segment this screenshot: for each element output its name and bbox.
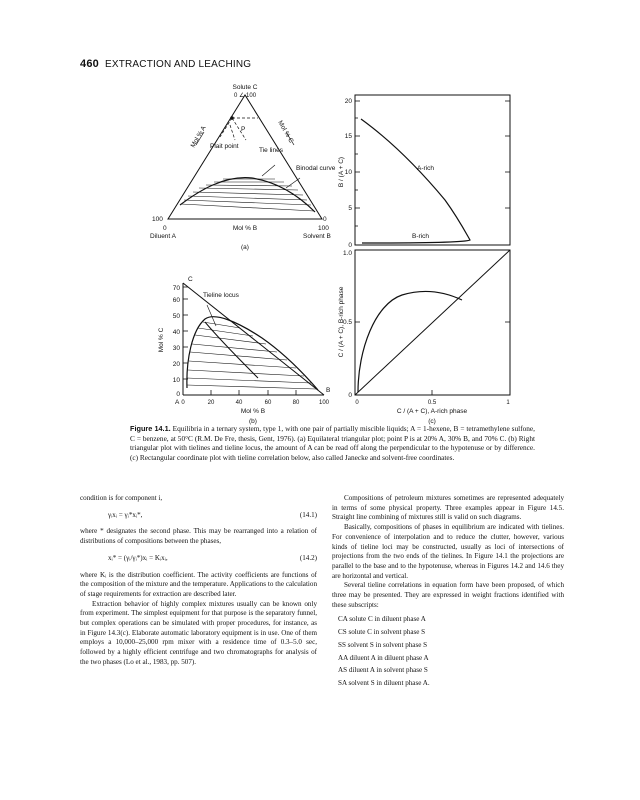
subscript-list	[332, 614, 564, 689]
fig-b-ylabel: Mol % C	[158, 327, 165, 353]
fig-b-ytick-10: 10	[172, 377, 180, 384]
subscript-item: SS solvent S in solvent phase S	[338, 640, 428, 649]
equation-14-1-body: γᵢxᵢ = γᵢ*xᵢ*,	[108, 510, 143, 519]
fig-b-ytick-60: 60	[172, 297, 180, 304]
fig-a-bottom-axis: Mol % B	[232, 225, 258, 232]
point-p-construction	[220, 118, 258, 140]
right-para-2: Basically, compositions of phases in equilibrium are indicated with tielines. For convenience of interpolation and to reduce the clutter, however, various kinds of tieline loci may be constructed, usually as loci of intersections of projections from the two ends of the tielines. In Figure 14.1 the projections are parallel to the base and to the hypotenuse, whereas in Figures 14.2 and 14.6 they are horizontal and vertical.	[332, 523, 564, 580]
right-para-3: Several tieline correlations in equation form have been proposed, of which three may be presented. They are expressed in weight fractions identified with these subscripts:	[332, 581, 564, 609]
fig-c-bottom-xtick-0: 0	[355, 400, 359, 406]
fig-c-bottom-xtick-05: 0.5	[427, 400, 437, 406]
fig-a-plait-point: Plait point	[210, 143, 239, 150]
fig-c-bottom-ytick-0: 0	[348, 392, 352, 399]
fig-c-a-rich: A-rich	[417, 165, 434, 172]
fig-b-ytick-70: 70	[172, 285, 180, 292]
fig-a-right-100: 100	[318, 225, 329, 232]
fig-c-top-ytick-10: 10	[344, 169, 352, 176]
fig-c-bottom-ytick-05: 0.5	[342, 319, 352, 326]
fig-c-b-rich: B-rich	[412, 233, 429, 240]
tieline-correlation-curve	[358, 291, 462, 392]
fig-a-solvent: Solvent B	[303, 233, 331, 240]
fig-b-xtick-20: 20	[207, 400, 215, 406]
left-column	[80, 494, 317, 668]
figure-b-right-triangle	[183, 283, 324, 395]
figure-c-bottom-plot	[355, 250, 510, 395]
figure-c-top-ticks	[355, 101, 510, 226]
fig-c-bottom-ytick-1: 1.0	[342, 250, 352, 257]
running-title: EXTRACTION AND LEACHING	[104, 59, 252, 70]
janecke-curve	[361, 119, 470, 243]
fig-c-bottom-xlabel: C / (A + C), A-rich phase	[396, 408, 468, 415]
page-number: 460	[80, 58, 99, 70]
tie-lines	[181, 179, 314, 211]
fig-c-top-ytick-20: 20	[344, 98, 352, 105]
equation-14-2-body: xᵢ* = (γᵢ/γᵢ*)xᵢ = Kᵢxᵢ,	[108, 553, 168, 562]
caption-text: Equilibria in a ternary system, type 1, with one pair of partially miscible liquids; A = 1-hexene, B = tetramethylene sulfone, C = benzene, at 50°C (R.M. De Fre, thesis, Gent, 1976). (a) Equilateral triangular plot; point P is at 20% A, 30% B, and 70% C. (b) Right triangular plot with tielines and tieline locus, the amount of A can be read off along the perpendicular to the hypotenuse or by difference. (c) Rectangular coordinate plot with tieline correlation below, also called Janecke and solvent-free coordinates.	[130, 424, 535, 462]
left-para-1: condition is for component i,	[80, 494, 163, 502]
tie-lines-b	[187, 322, 316, 389]
subscript-item: AS diluent A in solvent phase S	[338, 666, 428, 675]
subscript-item: AA diluent A in diluent phase A	[338, 653, 429, 662]
fig-b-panel: (b)	[249, 418, 257, 425]
fig-c-bottom-xtick-1: 1	[506, 400, 510, 406]
fig-a-left-100: 100	[152, 216, 163, 223]
equation-14-1	[80, 511, 317, 521]
fig-b-ytick-30: 30	[172, 345, 180, 352]
fig-a-left-0: 0	[163, 225, 167, 232]
subscript-item: CS solute C in solvent phase S	[338, 628, 426, 637]
fig-c-top-ytick-0: 0	[348, 242, 352, 249]
equation-14-2	[80, 554, 317, 564]
fig-a-point-p: P	[241, 126, 246, 133]
fig-b-ytick-0: 0	[176, 391, 180, 398]
left-para-2: where * designates the second phase. This may be rearranged into a relation of distributions of compositions between the phases,	[80, 527, 317, 546]
fig-c-top-ytick-5: 5	[348, 205, 352, 212]
fig-b-ytick-20: 20	[172, 361, 180, 368]
fig-b-xtick-80: 80	[292, 400, 300, 406]
fig-b-tieline-locus: Tieline locus	[203, 292, 239, 299]
fig-c-bottom-ylabel: C / (A + C), B-rich phase	[338, 286, 345, 358]
right-para-1: Compositions of petroleum mixtures sometimes are represented adequately in terms of some physical property. Three examples appear in Figure 14.5. Straight line combining of mixtures still is valid on such diagrams.	[332, 494, 564, 522]
fig-a-right-side: Mol % C	[276, 119, 295, 145]
caption-label: Figure 14.1.	[130, 424, 171, 433]
fig-a-diluent: Diluent A	[150, 233, 177, 240]
fig-a-top-ticks: 0 ∠ 100	[233, 93, 257, 99]
figure-caption	[130, 424, 535, 462]
subscript-item: SA solvent S in diluent phase A.	[338, 678, 430, 687]
point-p	[230, 116, 234, 120]
fig-b-xtick-100: 100	[318, 400, 330, 406]
left-para-4: Extraction behavior of highly complex mixtures usually can be known only from experiment. The simplest equipment for that purpose is the separatory funnel, but complex operations can be simulated with proper procedures, for instance, as in Figure 14.3(c). Elaborate automatic laboratory equipment is in use. One of them employs a 10,000–25,000 rpm mixer with a residence time of 0.3–5.0 sec, followed by a highly efficient centrifuge and two chromatographs for analysis of the two phases (Lo et al., 1983, pp. 507).	[80, 599, 317, 666]
fig-b-xtick-60: 60	[264, 400, 272, 406]
right-column	[332, 494, 564, 691]
fig-a-top-label: Solute C	[232, 84, 258, 91]
fig-c-top-ytick-15: 15	[344, 133, 352, 140]
figure-c-bottom-ticks	[355, 322, 510, 395]
subscript-item: CA solute C in diluent phase A	[338, 615, 426, 624]
figure-a-triangle	[168, 95, 322, 219]
diagonal-line	[355, 250, 510, 395]
fig-b-xtick-40: 40	[235, 400, 243, 406]
fig-c-bottom-panel: (c)	[428, 418, 436, 425]
equation-14-2-number: (14.2)	[299, 553, 317, 562]
fig-b-ytick-40: 40	[172, 329, 180, 336]
fig-b-corner-a: A	[175, 399, 180, 406]
fig-b-xtick-0: 0	[181, 400, 185, 406]
fig-a-tie-lines: Tie lines	[259, 147, 283, 154]
equation-14-1-number: (14.1)	[299, 510, 317, 519]
fig-b-corner-b: B	[326, 387, 331, 394]
fig-a-right-0: 0	[323, 216, 327, 223]
fig-a-left-side: Mol % A	[189, 124, 208, 149]
fig-b-top-label: C	[188, 276, 193, 283]
fig-b-ytick-50: 50	[172, 313, 180, 320]
left-para-3: where Kᵢ is the distribution coefficient. The activity coefficients are functions of the composition of the mixture and the temperature. Applications to the calculation of stage requirements for extraction are described later.	[80, 570, 317, 598]
fig-a-binodal: Binodal curve	[296, 165, 336, 172]
fig-c-top-ylabel: B / (A + C)	[338, 156, 345, 188]
fig-a-panel: (a)	[241, 244, 249, 251]
fig-b-xlabel: Mol % B	[240, 408, 266, 415]
